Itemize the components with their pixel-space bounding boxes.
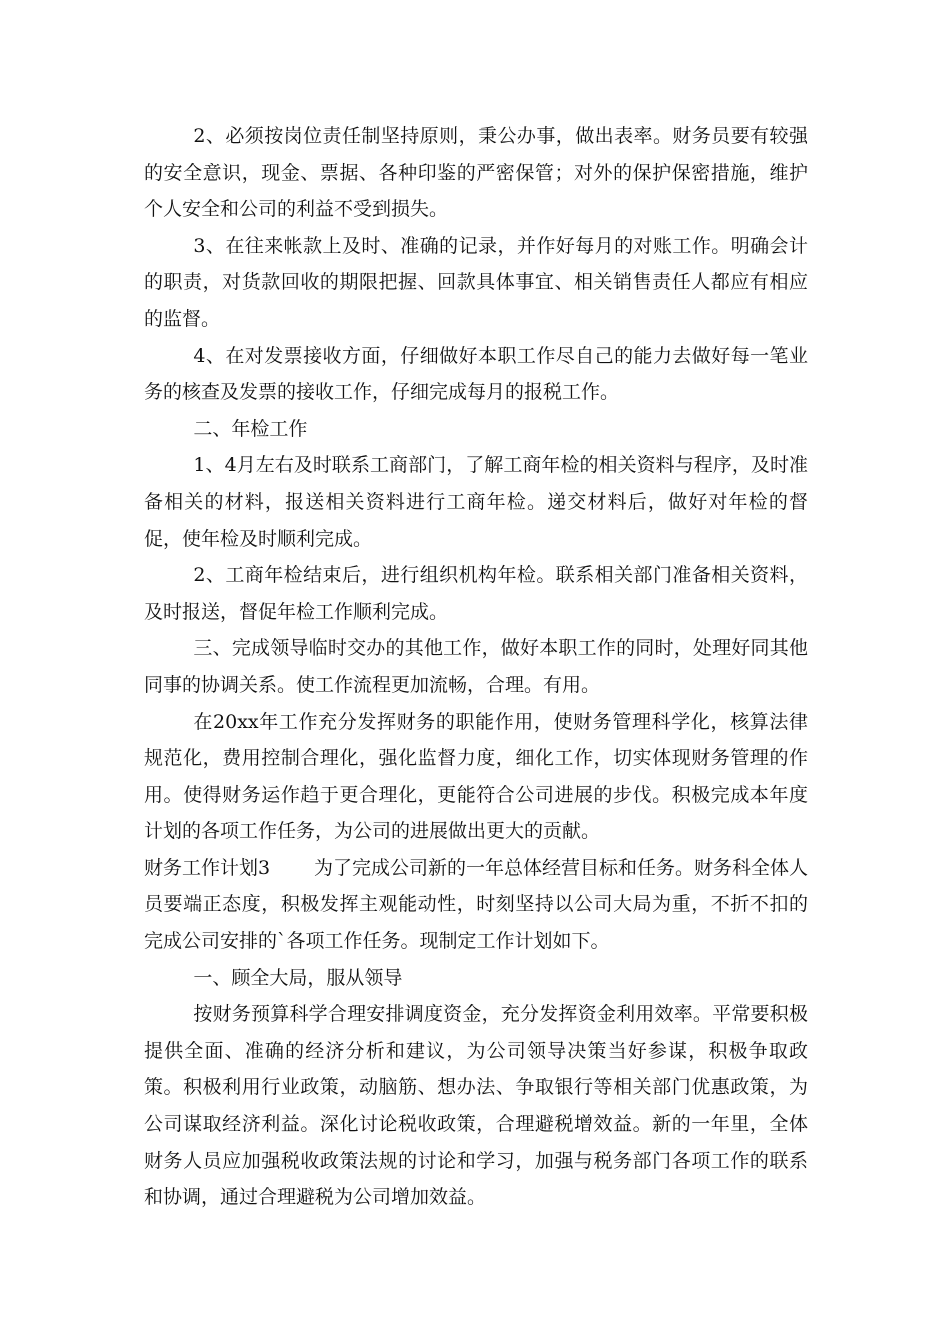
plan3-intro: 为了完成公司新的一年总体经营目标和任务。财务科全体人员要端正态度，积极发挥主观能动性，时刻坚持以公司大局为重，不折不扣的完成公司安排的`各项工作任务。现制定工作计划如下。 xyxy=(144,856,809,953)
paragraph-item-3: 3、在往来帐款上及时、准确的记录，并作好每月的对账工作。明确会计的职责，对货款回收的期限把握、回款具体事宜、相关销售责任人都应有相应的监督。 xyxy=(144,234,808,330)
paragraph-summary: 在20xx年工作充分发挥财务的职能作用，使财务管理科学化，核算法律规范化，费用控制合理化，强化监督力度，细化工作，切实体现财务管理的作用。使得财务运作趋于更合理化，更能符合公司进展的步伐。积极完成本年度计划的各项工作任务，为公司的进展做出更大的贡献。 xyxy=(144,710,808,843)
plan3-paragraph xyxy=(144,850,808,960)
paragraph-item-4: 4、在对发票接收方面，仔细做好本职工作尽自己的能力去做好每一笔业务的核查及发票的接收工作，仔细完成每月的报税工作。 xyxy=(144,344,808,404)
plan3-title: 财务工作计划3 xyxy=(144,856,271,879)
section-heading-other-work: 三、完成领导临时交办的其他工作，做好本职工作的同时，处理好同其他同事的协调关系。使工作流程更加流畅，合理。有用。 xyxy=(144,637,808,696)
paragraph-item-2: 2、必须按岗位责任制坚持原则，秉公办事，做出表率。财务员要有较强的安全意识，现金、票据、各种印鉴的严密保管；对外的保护保密措施，维护个人安全和公司的利益不受到损失。 xyxy=(144,125,808,221)
section-heading-overall: 一、顾全大局，服从领导 xyxy=(193,966,403,989)
paragraph-inspection-2: 2、工商年检结束后，进行组织机构年检。联系相关部门准备相关资料，及时报送，督促年检工作顺利完成。 xyxy=(144,564,808,623)
paragraph-inspection-1: 1、4月左右及时联系工商部门，了解工商年检的相关资料与程序，及时准备相关的材料，报送相关资料进行工商年检。递交材料后，做好对年检的督促，使年检及时顺利完成。 xyxy=(144,454,808,550)
paragraph-budget: 按财务预算科学合理安排调度资金，充分发挥资金利用效率。平常要积极提供全面、准确的经济分析和建议，为公司领导决策当好参谋，积极争取政策。积极利用行业政策，动脑筋、想办法、争取银行等相关部门优惠政策，为公司谋取经济利益。深化讨论税收政策，合理避税增效益。新的一年里，全体财务人员应加强税收政策法规的讨论和学习，加强与税务部门各项工作的联系和协调，通过合理避税为公司增加效益。 xyxy=(144,1003,808,1209)
section-heading-annual-inspection: 二、年检工作 xyxy=(193,417,308,440)
document-body xyxy=(144,118,808,1216)
